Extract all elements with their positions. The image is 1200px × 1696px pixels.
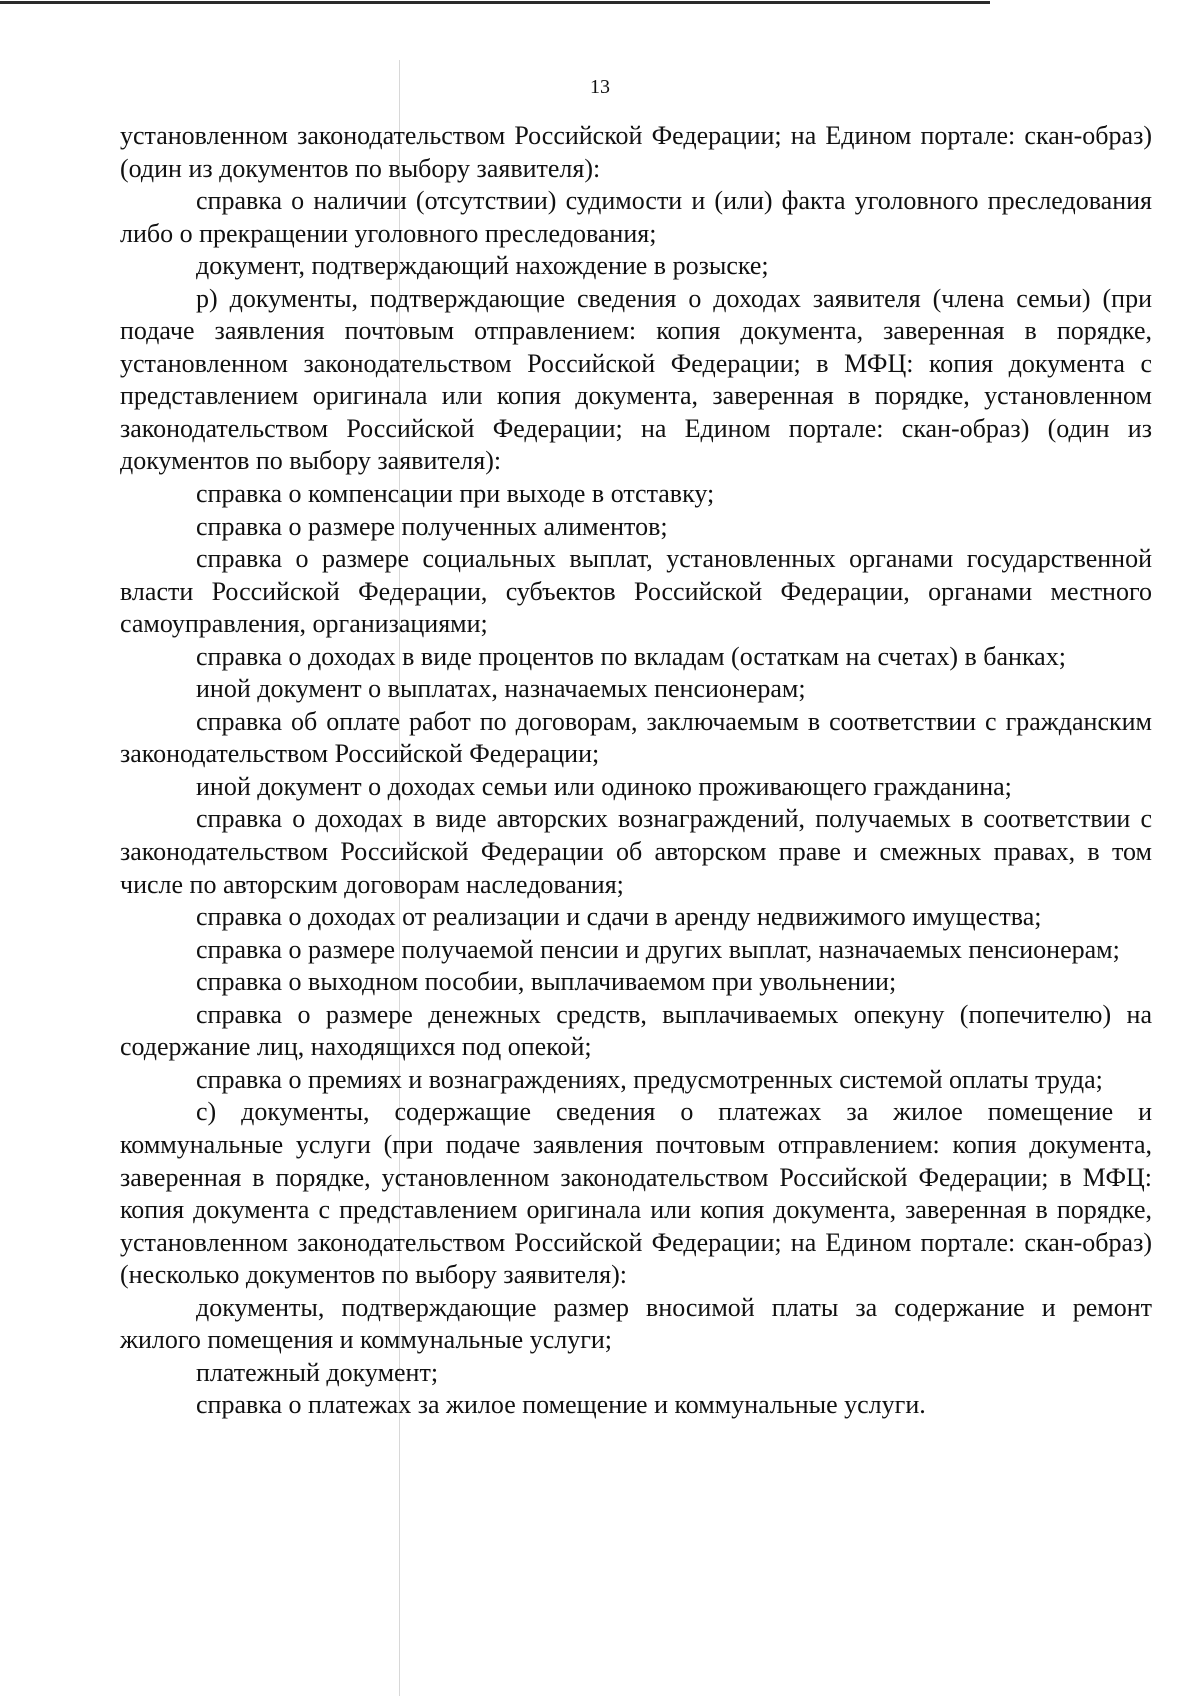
paragraph: документы, подтверждающие размер вносимой платы за содержание и ремонт жилого помещения и коммунальные услуги; [120,1292,1152,1355]
paragraph: справка о выходном пособии, выплачиваемом при увольнении; [196,967,897,997]
paragraph: иной документ о выплатах, назначаемых пенсионерам; [196,674,806,704]
paragraph: справка о доходах в виде процентов по вкладам (остаткам на счетах) в банках; [196,641,1066,671]
paragraph: справка о доходах от реализации и сдачи в аренду недвижимого имущества; [196,902,1042,932]
paragraph: справка о размере социальных выплат, установленных органами государственной власти Российской Федерации, субъектов Российской Федерации, органами местного самоуправления, организациями; [120,544,1152,639]
paragraph: справка о размере полученных алиментов; [196,511,668,541]
paragraph: справка о премиях и вознаграждениях, предусмотренных системой оплаты труда; [196,1064,1103,1094]
paragraph: справка о наличии (отсутствии) судимости и (или) факта уголовного преследования либо о прекращении уголовного преследования; [120,186,1152,248]
document-body [120,120,1152,1422]
paragraph: платежный документ; [196,1357,439,1387]
paragraph: документ, подтверждающий нахождение в розыске; [196,251,769,281]
paragraph: р) документы, подтверждающие сведения о доходах заявителя (члена семьи) (при подаче заявления почтовым отправлением: копия документа, заверенная в порядке, установленном законодательством Российской Федерации; в МФЦ: копия документа с представлением оригинала или копия документа, заверенная в порядке, установленном законодательством Российской Федерации; на Едином портале: скан-образ) (один из документов по выбору заявителя): [120,283,1152,476]
paragraph: справка об оплате работ по договорам, заключаемым в соответствии с гражданским законодательством Российской Федерации; [120,706,1152,769]
paragraph: справка о платежах за жилое помещение и коммунальные услуги. [196,1390,926,1420]
paragraph: справка о компенсации при выходе в отставку; [196,479,715,509]
paragraph: справка о размере получаемой пенсии и других выплат, назначаемых пенсионерам; [196,934,1120,964]
paragraph: установленном законодательством Российской Федерации; на Едином портале: скан-образ) (один из документов по выбору заявителя): [120,121,1152,183]
paragraph: справка о доходах в виде авторских вознаграждений, получаемых в соответствии с законодательством Российской Федерации об авторском праве и смежных правах, в том числе по авторским договорам наследования; [120,804,1152,899]
top-border-line [0,1,990,4]
paragraph: иной документ о доходах семьи или одиноко проживающего гражданина; [196,771,1012,801]
page-number: 13 [590,76,610,98]
paragraph: с) документы, содержащие сведения о платежах за жилое помещение и коммунальные услуги (при подаче заявления почтовым отправлением: копия документа, заверенная в порядке, установленном законодательством Российской Федерации; в МФЦ: копия документа с представлением оригинала или копия документа, заверенная в порядке, установленном законодательством Российской Федерации; на Едином портале: скан-образ) (несколько документов по выбору заявителя): [120,1097,1152,1290]
paragraph: справка о размере денежных средств, выплачиваемых опекуну (попечителю) на содержание лиц, находящихся под опекой; [120,999,1152,1062]
